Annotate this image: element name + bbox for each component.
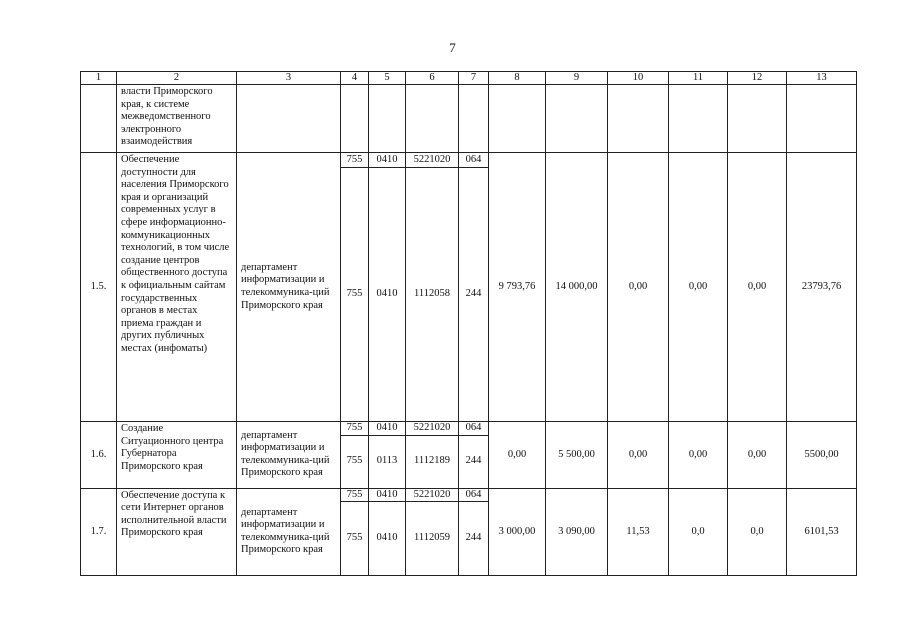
- code-rz: 0410: [369, 488, 406, 502]
- code-gr: 755: [341, 168, 369, 422]
- measure-name: Обеспечение доступности для населения Приморского края и организаций современных услуг в сфере информационно-коммуникационных технологий, в том числе создание центров общественного доступа к официальным сайтам государственных органов в местах приема граждан и других публичных местах (инфоматы): [117, 153, 237, 422]
- responsible-org: департамент информатизации и телекоммуника-ций Приморского края: [237, 422, 341, 489]
- value-col-8: 3 000,00: [489, 488, 546, 576]
- code-csr: 1112059: [406, 502, 459, 576]
- value-col-9: 14 000,00: [546, 153, 608, 422]
- table-row: [81, 422, 857, 436]
- code-vr: 064: [459, 153, 489, 168]
- continuation-row: [81, 85, 857, 153]
- code-rz: 0410: [369, 502, 406, 576]
- value-col-10: 0,00: [608, 422, 669, 489]
- program-table: [80, 71, 857, 576]
- code-csr: 5221020: [406, 153, 459, 168]
- cell-name: власти Приморского края, к системе межведомственного электронного взаимодействия: [117, 85, 237, 153]
- code-rz: 0410: [369, 422, 406, 436]
- code-csr: 5221020: [406, 422, 459, 436]
- col-header-8: 8: [489, 72, 546, 85]
- code-rz: 0113: [369, 435, 406, 488]
- code-vr: 244: [459, 502, 489, 576]
- col-header-12: 12: [728, 72, 787, 85]
- col-header-7: 7: [459, 72, 489, 85]
- col-header-3: 3: [237, 72, 341, 85]
- col-header-9: 9: [546, 72, 608, 85]
- code-rz: 0410: [369, 153, 406, 168]
- value-col-13: 23793,76: [787, 153, 857, 422]
- value-col-8: 0,00: [489, 422, 546, 489]
- value-col-11: 0,00: [669, 422, 728, 489]
- cell-num: [81, 85, 117, 153]
- cell-org: [237, 85, 341, 153]
- col-header-5: 5: [369, 72, 406, 85]
- code-vr: 064: [459, 488, 489, 502]
- code-csr: 1112058: [406, 168, 459, 422]
- value-col-12: 0,00: [728, 153, 787, 422]
- column-header-row: [81, 72, 857, 85]
- col-header-6: 6: [406, 72, 459, 85]
- code-csr: 1112189: [406, 435, 459, 488]
- value-col-8: 9 793,76: [489, 153, 546, 422]
- code-vr: 244: [459, 435, 489, 488]
- value-col-12: 0,00: [728, 422, 787, 489]
- value-col-13: 6101,53: [787, 488, 857, 576]
- col-header-4: 4: [341, 72, 369, 85]
- col-header-11: 11: [669, 72, 728, 85]
- row-number: 1.5.: [81, 153, 117, 422]
- responsible-org: департамент информатизации и телекоммуника-ций Приморского края: [237, 153, 341, 422]
- page-number: 7: [449, 40, 456, 55]
- code-gr: 755: [341, 422, 369, 436]
- col-header-1: 1: [81, 72, 117, 85]
- value-col-13: 5500,00: [787, 422, 857, 489]
- measure-name: Создание Ситуационного центра Губернатора Приморского края: [117, 422, 237, 489]
- measure-name: Обеспечение доступа к сети Интернет органов исполнительной власти Приморского края: [117, 488, 237, 576]
- col-header-13: 13: [787, 72, 857, 85]
- code-gr: 755: [341, 435, 369, 488]
- value-col-11: 0,0: [669, 488, 728, 576]
- table-row: [81, 488, 857, 502]
- value-col-10: 11,53: [608, 488, 669, 576]
- code-gr: 755: [341, 488, 369, 502]
- value-col-10: 0,00: [608, 153, 669, 422]
- col-header-10: 10: [608, 72, 669, 85]
- code-rz: 0410: [369, 168, 406, 422]
- table-row: [81, 153, 857, 168]
- value-col-9: 3 090,00: [546, 488, 608, 576]
- code-vr: 064: [459, 422, 489, 436]
- value-col-12: 0,0: [728, 488, 787, 576]
- code-gr: 755: [341, 502, 369, 576]
- row-number: 1.7.: [81, 488, 117, 576]
- row-number: 1.6.: [81, 422, 117, 489]
- col-header-2: 2: [117, 72, 237, 85]
- code-vr: 244: [459, 168, 489, 422]
- value-col-9: 5 500,00: [546, 422, 608, 489]
- value-col-11: 0,00: [669, 153, 728, 422]
- responsible-org: департамент информатизации и телекоммуника-ций Приморского края: [237, 488, 341, 576]
- code-gr: 755: [341, 153, 369, 168]
- code-csr: 5221020: [406, 488, 459, 502]
